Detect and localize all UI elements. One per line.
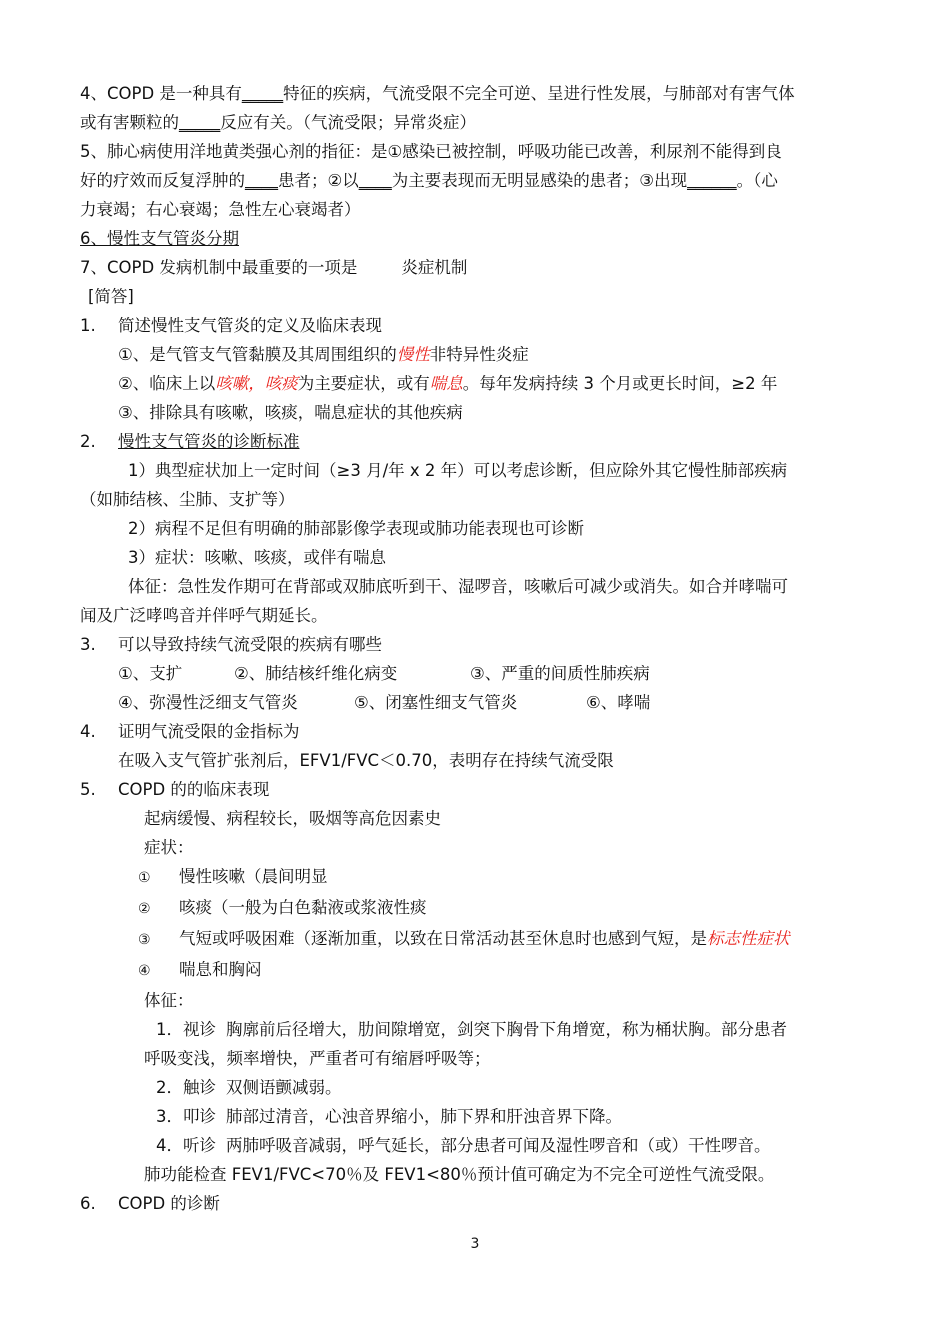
sign-2 <box>80 1073 900 1102</box>
q5-line3: 力衰竭；右心衰竭；急性左心衰竭者） <box>80 200 361 219</box>
a2-point2: 2）病程不足但有明确的肺部影像学表现或肺功能表现也可诊断 <box>128 519 584 538</box>
sign-1 <box>80 1015 900 1044</box>
text: 7、COPD 发病机制中最重要的一项是 <box>80 258 358 277</box>
text: ②、临床上以 <box>118 374 216 393</box>
a1-point2 <box>80 369 900 398</box>
list-item: ⑤、闭塞性细支气管炎 <box>354 693 518 712</box>
sign-label: 4．听诊 <box>156 1136 216 1155</box>
section-heading: [简答] <box>88 287 134 306</box>
a6-title-line <box>80 1189 900 1218</box>
list-item: ①、支扩 <box>118 664 183 683</box>
a5-title-line <box>80 775 900 804</box>
a1-title: 简述慢性支气管炎的定义及临床表现 <box>118 316 382 335</box>
q7-answer: 炎症机制 <box>401 258 468 277</box>
a4-title: 证明气流受限的金指标为 <box>118 722 300 741</box>
text: 喘息和胸闷 <box>179 960 262 979</box>
a2-point1-cont: （如肺结核、尘肺、支扩等） <box>80 490 295 509</box>
text: 4、COPD 是一种具有 <box>80 84 242 103</box>
list-item: ③、严重的间质性肺疾病 <box>470 664 650 683</box>
text: 慢性咳嗽（晨间明显 <box>179 867 328 886</box>
highlight-text: 标志性症状 <box>707 929 790 948</box>
text: 双侧语颤减弱。 <box>226 1078 342 1097</box>
text: 好的疗效而反复浮肿的 <box>80 171 245 190</box>
highlight-text: 咳嗽 <box>215 374 249 393</box>
q6-heading: 6、慢性支气管炎分期 <box>80 229 239 248</box>
a4-point1: 在吸入支气管扩张剂后，EFV1/FVC＜0.70，表明存在持续气流受限 <box>118 751 614 770</box>
text: 肺部过清音，心浊音界缩小，肺下界和肝浊音界下降。 <box>226 1107 622 1126</box>
a1-point1 <box>80 340 900 369</box>
sign-label: 2．触诊 <box>156 1078 216 1097</box>
highlight-text: 慢性 <box>396 345 430 364</box>
a5-signs-label: 体征： <box>144 991 194 1010</box>
a2-point4: 体征：急性发作期可在背部或双肺底听到干、湿啰音，咳嗽后可减少或消失。如合并哮喘可 <box>128 577 788 596</box>
symptom-item <box>80 924 900 955</box>
text: 非特异性炎症 <box>429 345 529 364</box>
q4-line1 <box>80 79 900 108</box>
q4-line2 <box>80 108 900 137</box>
a2-title-line <box>80 427 900 456</box>
text: 。每年发病持续 3 个月或更长时间，≥2 年 <box>462 374 778 393</box>
item-number: 6. <box>80 1194 96 1213</box>
list-item: ②、肺结核纤维化病变 <box>234 664 398 683</box>
q5-line1: 5、肺心病使用洋地黄类强心剂的指征：是①感染已被控制，呼吸功能已改善，利尿剂不能得到良 <box>80 142 782 161</box>
list-item: ⑥、哮喘 <box>586 693 651 712</box>
item-number: 4. <box>80 722 96 741</box>
text: 两肺呼吸音减弱，呼气延长，部分患者可闻及湿性啰音和（或）干性啰音。 <box>226 1136 771 1155</box>
text: 胸廓前后径增大，肋间隙增宽，剑突下胸骨下角增宽，称为桶状胸。部分患者 <box>226 1020 787 1039</box>
circled-number: ① <box>138 870 151 886</box>
circled-number: ② <box>138 901 151 917</box>
sign-label: 3．叩诊 <box>156 1107 216 1126</box>
a3-title: 可以导致持续气流受限的疾病有哪些 <box>118 635 382 654</box>
highlight-text: 咳痰 <box>264 374 298 393</box>
a1-point3: ③、排除具有咳嗽，咳痰，喘息症状的其他疾病 <box>118 403 463 422</box>
fill-blank: ______ <box>687 171 737 190</box>
highlight-text: 喘息 <box>429 374 463 393</box>
item-number: 3. <box>80 635 96 654</box>
circled-number: ③ <box>138 932 151 948</box>
a3-row2 <box>80 688 900 717</box>
page-number: 3 <box>470 1236 480 1252</box>
a5-symptoms-label: 症状： <box>144 838 194 857</box>
a5-title: COPD 的的临床表现 <box>118 780 270 799</box>
text: 为主要表现而无明显感染的患者；③出现 <box>391 171 688 190</box>
sign-3 <box>80 1102 900 1131</box>
item-number: 2. <box>80 432 96 451</box>
a5-point1: 起病缓慢、病程较长，吸烟等高危因素史 <box>144 809 441 828</box>
symptom-item <box>80 862 900 893</box>
a3-title-line <box>80 630 900 659</box>
text: 反应有关。（气流受限；异常炎症） <box>220 113 476 132</box>
a2-title: 慢性支气管炎的诊断标准 <box>118 432 300 451</box>
text: 特征的疾病，气流受限不完全可逆、呈进行性发展，与肺部对有害气体 <box>283 84 795 103</box>
sign-label: 1．视诊 <box>156 1020 216 1039</box>
a2-point3: 3）症状：咳嗽、咳痰，或伴有喘息 <box>128 548 386 567</box>
item-number: 1. <box>80 316 96 335</box>
text: 为主要症状，或有 <box>297 374 430 393</box>
list-item: ④、弥漫性泛细支气管炎 <box>118 693 298 712</box>
a1-title-line <box>80 311 900 340</box>
q7-line <box>80 253 900 282</box>
a4-title-line <box>80 717 900 746</box>
a2-point4-cont: 闻及广泛哮鸣音并伴呼气期延长。 <box>80 606 328 625</box>
text: ①、是气管支气管黏膜及其周围组织的 <box>118 345 397 364</box>
sign-1-cont: 呼吸变浅，频率增快，严重者可有缩唇呼吸等； <box>144 1049 491 1068</box>
text: 气短或呼吸困难（逐渐加重，以致在日常活动甚至休息时也感到气短，是 <box>179 929 707 948</box>
symptom-item <box>80 955 900 986</box>
a3-row1 <box>80 659 900 688</box>
circled-number: ④ <box>138 963 151 979</box>
item-number: 5. <box>80 780 96 799</box>
text: 。（心 <box>736 171 778 190</box>
fill-blank: ____ <box>358 171 392 190</box>
q5-line2 <box>80 166 900 195</box>
a2-point1: 1）典型症状加上一定时间（≥3 月/年 x 2 年）可以考虑诊断，但应除外其它慢性肺部疾病 <box>128 461 788 480</box>
highlight-text: ， <box>248 374 265 393</box>
text: 或有害颗粒的 <box>80 113 179 132</box>
sign-4 <box>80 1131 900 1160</box>
text: 咳痰（一般为白色黏液或浆液性痰 <box>179 898 427 917</box>
fill-blank: ____ <box>245 171 278 190</box>
symptom-item <box>80 893 900 924</box>
fill-blank: _____ <box>241 84 284 103</box>
text: 患者；②以 <box>278 171 359 190</box>
fill-blank: _____ <box>179 113 221 132</box>
page-content <box>80 79 900 1218</box>
a6-title: COPD 的诊断 <box>118 1194 220 1213</box>
lung-function: 肺功能检查 FEV1/FVC<70％及 FEV1<80％预计值可确定为不完全可逆性气流受限。 <box>144 1165 775 1184</box>
